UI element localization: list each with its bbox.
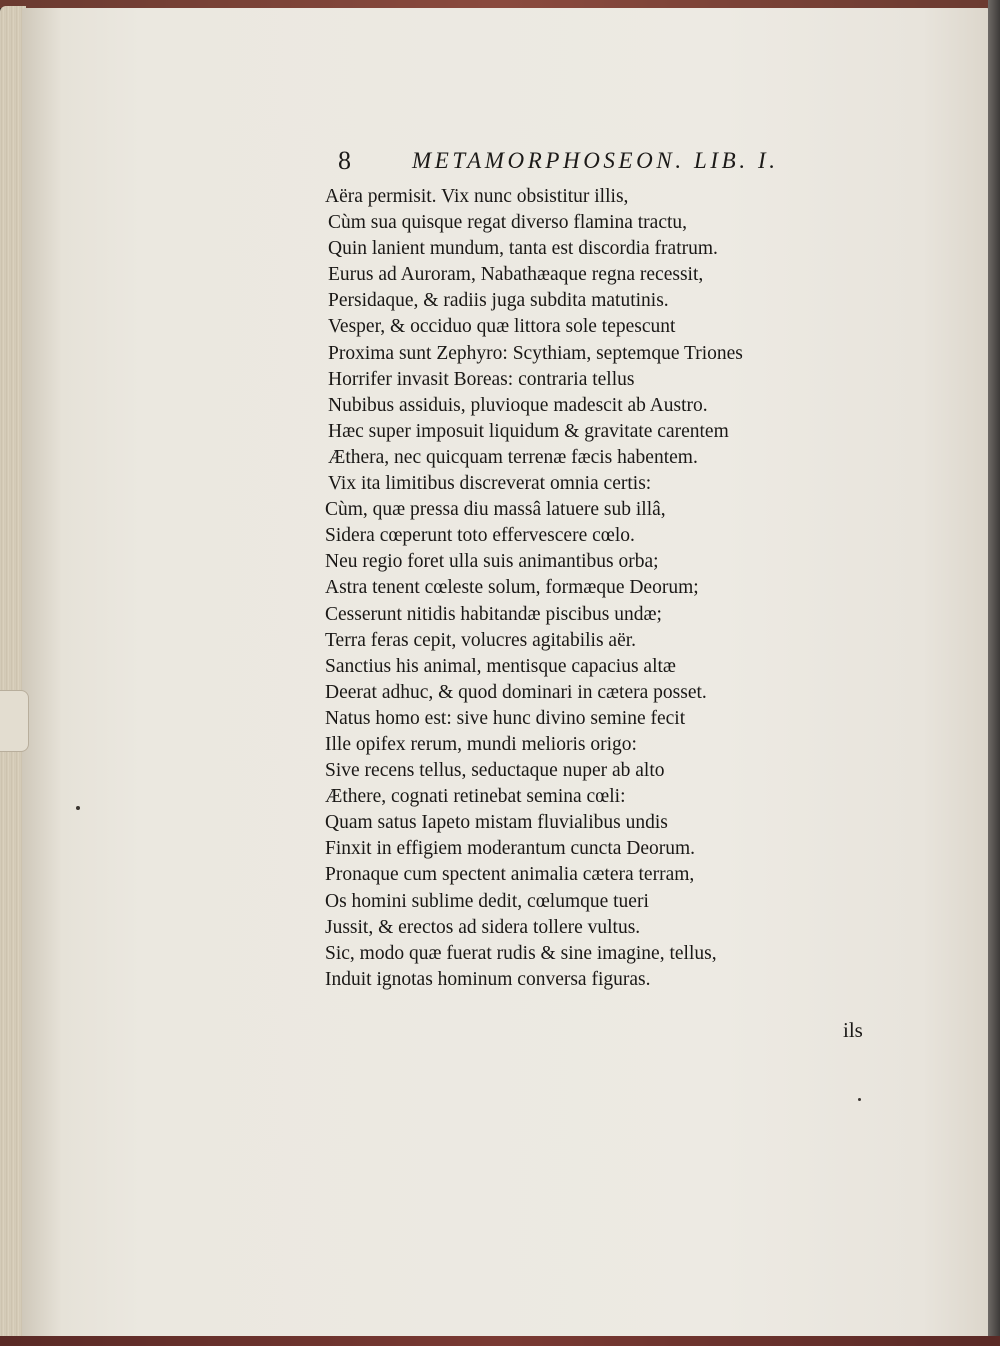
verse-line: Astra tenent cœleste solum, formæque Deorum;: [325, 577, 699, 599]
verse-line: Finxit in effigiem moderantum cuncta Deorum.: [325, 838, 696, 860]
verse-line: Hæc super imposuit liquidum & gravitate carentem: [328, 420, 729, 442]
book-cover-top-edge: [0, 0, 1000, 8]
verse-line: Persidaque, & radiis juga subdita matutinis.: [328, 290, 669, 312]
book-cover-bottom-edge: [0, 1336, 1000, 1346]
verse-line: Horrifer invasit Boreas: contraria tellus: [328, 368, 635, 390]
verse-line: Æthere, cognati retinebat semina cœli:: [325, 786, 626, 808]
verse-line: Pronaque cum spectent animalia cætera terram,: [325, 864, 695, 886]
verse-line: Vesper, & occiduo quæ littora sole tepescunt: [328, 316, 676, 338]
verse-line: Os homini sublime dedit, cœlumque tueri: [325, 890, 649, 912]
book-cover-right-edge: [988, 0, 1000, 1346]
verse-line: Nubibus assiduis, pluvioque madescit ab Austro.: [328, 394, 708, 416]
verse-line: Cesserunt nitidis habitandæ piscibus undæ;: [325, 603, 662, 625]
verse-line: Sidera cœperunt toto effervescere cœlo.: [325, 525, 635, 547]
verse-line: Natus homo est: sive hunc divino semine fecit: [325, 707, 686, 729]
verse-line: Cùm, quæ pressa diu massâ latuere sub illâ,: [325, 499, 666, 521]
page-tab-marker: [0, 690, 29, 752]
verse-line: Deerat adhuc, & quod dominari in cætera posset.: [325, 681, 707, 703]
verse-block: [325, 184, 825, 993]
verse-line: Ille opifex rerum, mundi melioris origo:: [325, 733, 637, 755]
verse-line: Terra feras cepit, volucres agitabilis aër.: [325, 629, 637, 651]
paper-speck: [858, 1098, 861, 1101]
verse-line: Cùm sua quisque regat diverso flamina tractu,: [328, 212, 688, 234]
verse-line: Induit ignotas hominum conversa figuras.: [325, 968, 651, 990]
page-header: [338, 146, 808, 180]
verse-line: Neu regio foret ulla suis animantibus orba;: [325, 551, 659, 573]
page-number: 8: [338, 146, 351, 175]
verse-line: Sanctius his animal, mentisque capacius altæ: [325, 655, 676, 677]
verse-line: Vix ita limitibus discreverat omnia certis:: [328, 473, 652, 495]
verse-line: Æthera, nec quicquam terrenæ fæcis habentem.: [328, 446, 698, 468]
running-title: METAMORPHOSEON. LIB. I.: [412, 148, 779, 173]
verse-line: Sive recens tellus, seductaque nuper ab alto: [325, 760, 665, 782]
verse-line: Jussit, & erectos ad sidera tollere vultus.: [325, 916, 641, 938]
verse-line: Quin lanient mundum, tanta est discordia fratrum.: [328, 238, 718, 260]
verse-line: Eurus ad Auroram, Nabathæaque regna recessit,: [328, 264, 704, 286]
verse-line: Aëra permisit. Vix nunc obsistitur illis,: [325, 186, 629, 207]
paper-speck: [76, 806, 80, 810]
verse-line: Quam satus Iapeto mistam fluvialibus undis: [325, 812, 668, 834]
verse-line: Proxima sunt Zephyro: Scythiam, septemque Triones: [328, 342, 743, 364]
verse-line: Sic, modo quæ fuerat rudis & sine imagine, tellus,: [325, 942, 717, 964]
catchword: ils: [843, 1018, 863, 1042]
